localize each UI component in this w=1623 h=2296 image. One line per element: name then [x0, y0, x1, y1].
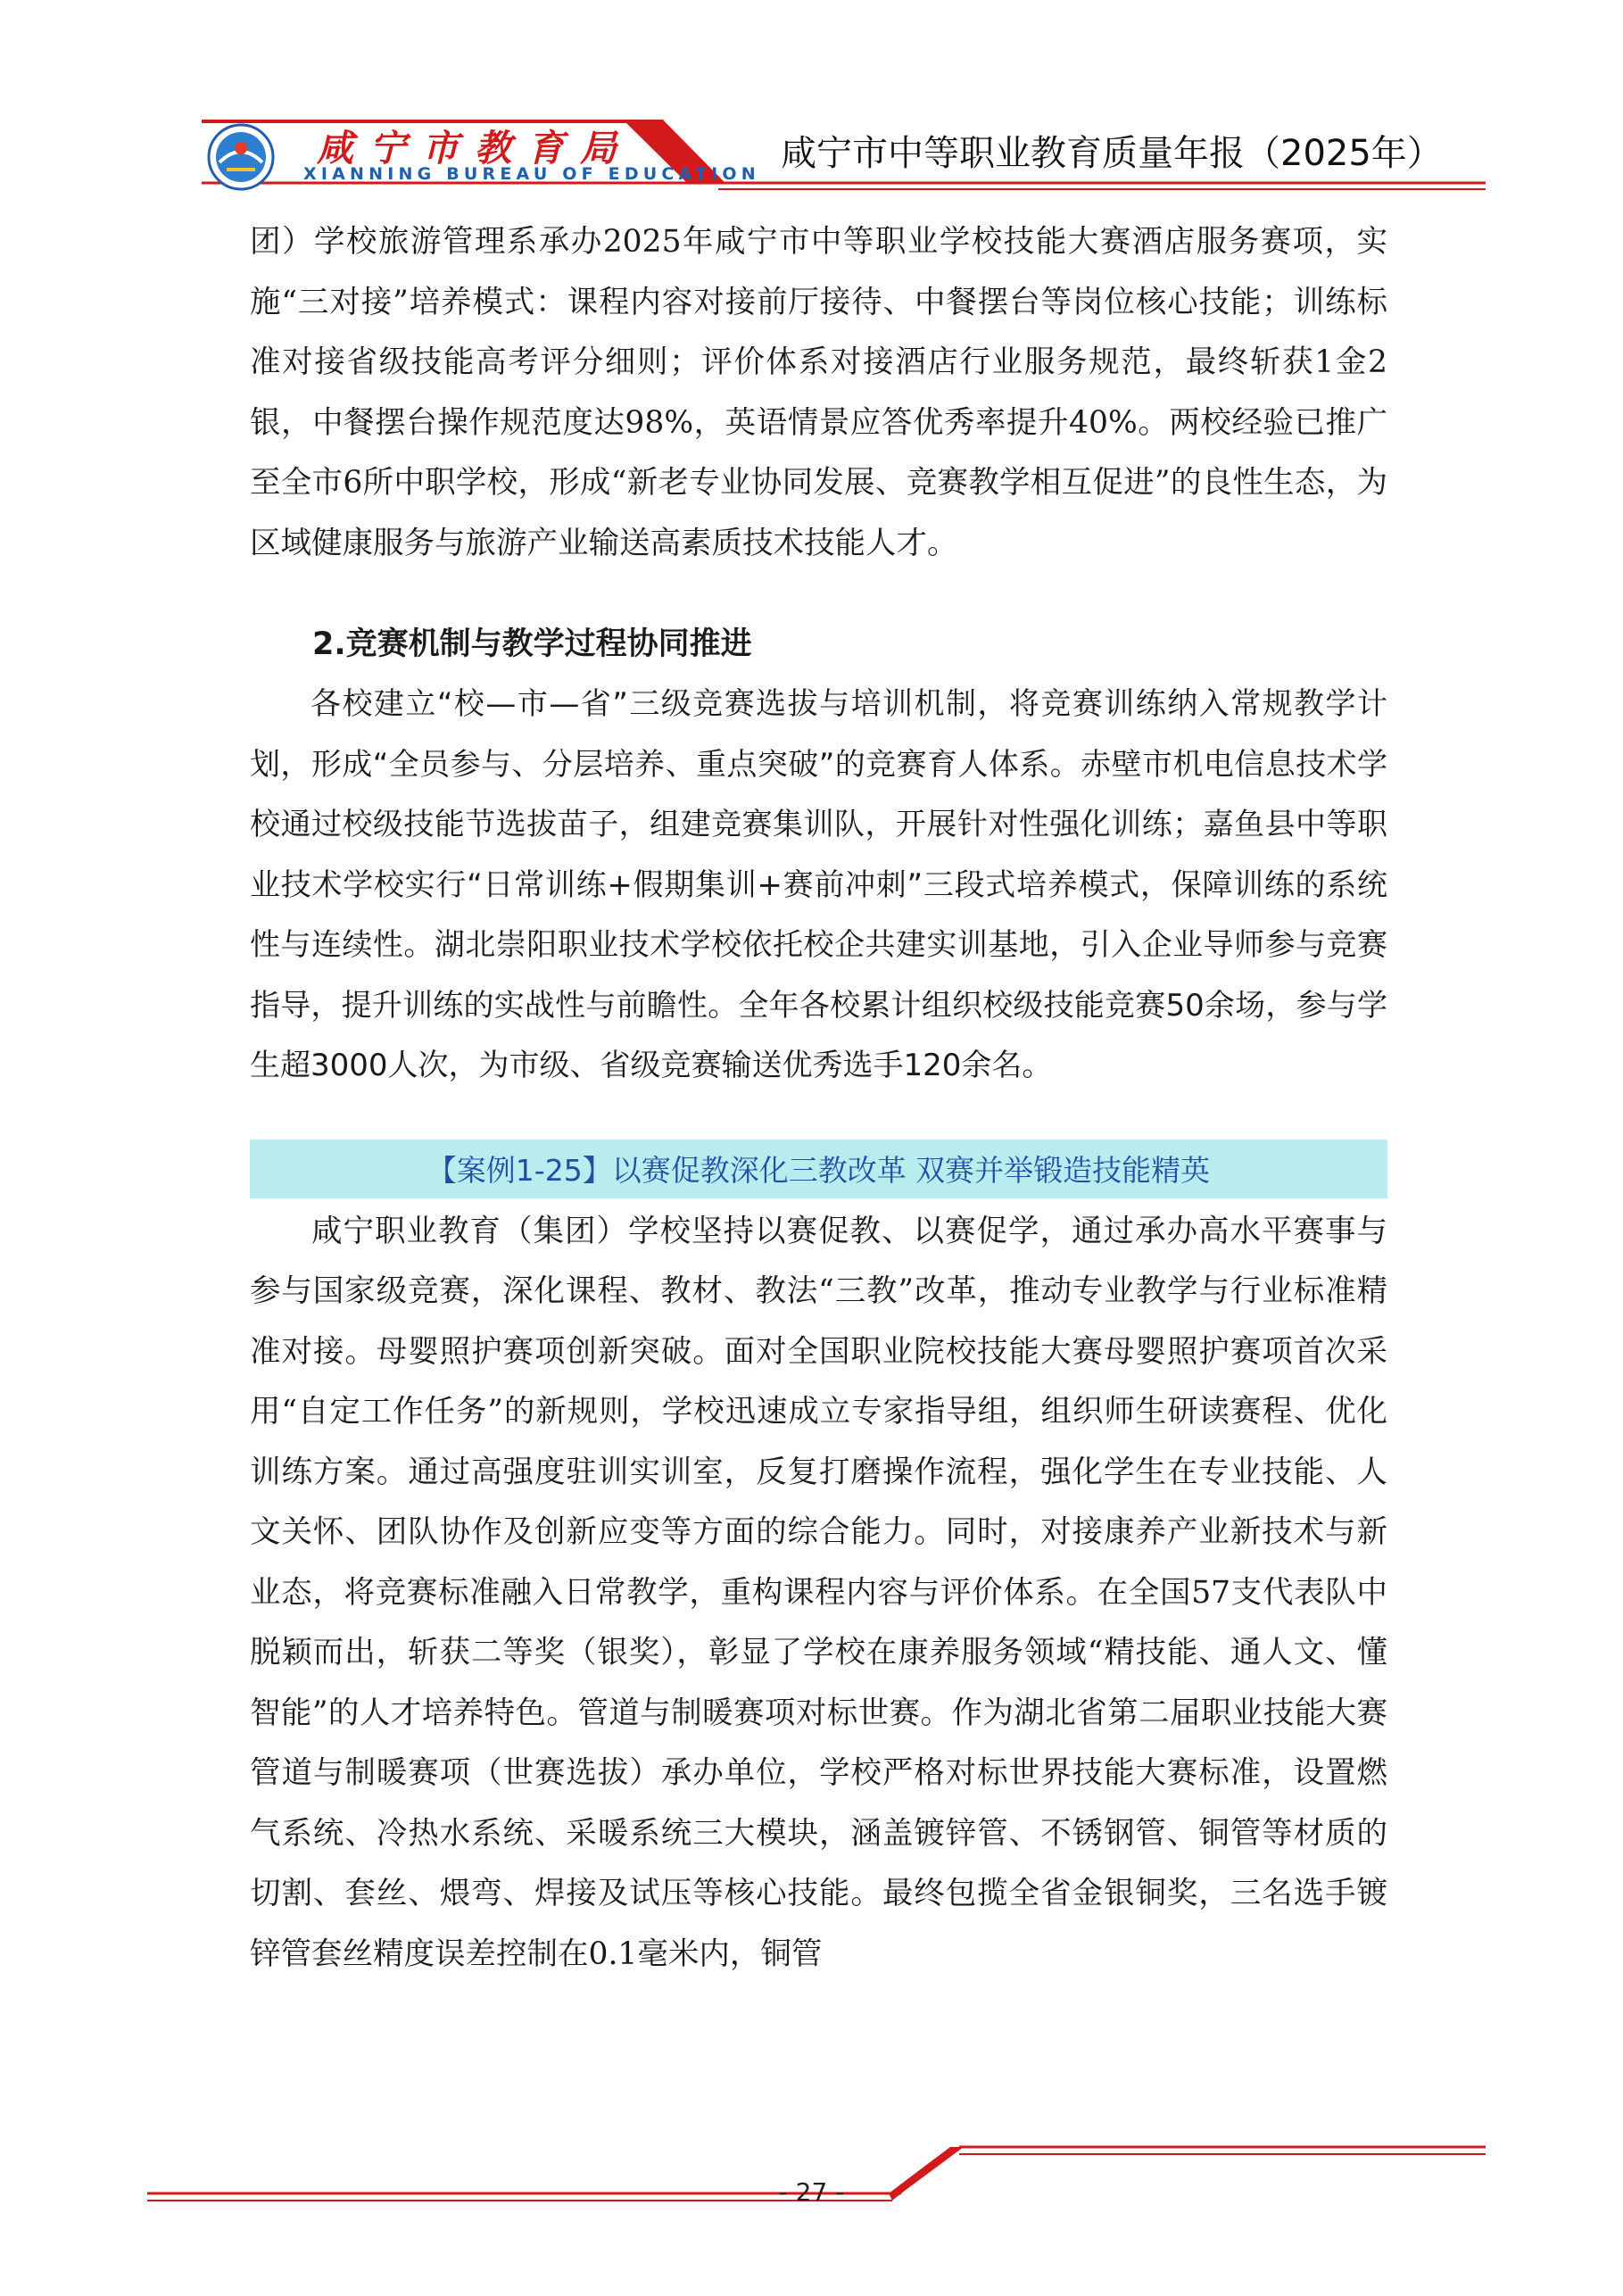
intro-paragraph: 团）学校旅游管理系承办2025年咸宁市中等职业学校技能大赛酒店服务赛项，实施“三对接”培养模式：课程内容对接前厅接待、中餐摆台等岗位核心技能；训练标准对接省级技能高考评分细则；评价体系对接酒店行业服务规范，最终斩获1金2银，中餐摆台操作规范度达98%，英语情景应答优秀率提升40%。两校经验已推广至全市6所中职学校，形成“新老专业协同发展、竞赛教学相互促进”的良性生态，为区域健康服务与旅游产业输送高素质技术技能人才。 — [250, 224, 1387, 561]
section-paragraph: 各校建立“校—市—省”三级竞赛选拔与培训机制，将竞赛训练纳入常规教学计划，形成“全员参与、分层培养、重点突破”的竞赛育人体系。赤壁市机电信息技术学校通过校级技能节选拔苗子，组建竞赛集训队，开展针对性强化训练；嘉鱼县中等职业技术学校实行“日常训练+假期集训+赛前冲刺”三段式培养模式，保障训练的系统性与连续性。湖北崇阳职业技术学校依托校企共建实训基地，引入企业导师参与竞赛指导，提升训练的实战性与前瞻性。全年各校累计组织校级技能竞赛50余场，参与学生超3000人次，为市级、省级竞赛输送优秀选手120余名。 — [250, 686, 1387, 1083]
report-title: 咸宁市中等职业教育质量年报（2025年） — [781, 133, 1443, 174]
page-content — [250, 212, 1387, 1985]
org-name-en: XIANNING BUREAU OF EDUCATION — [303, 164, 760, 184]
org-name-cn: 咸宁市教育局 — [317, 127, 633, 170]
education-bureau-logo — [207, 123, 275, 191]
page-header — [0, 0, 1623, 205]
case-title-box — [250, 1140, 1387, 1198]
page-number: - 27 - — [778, 2177, 845, 2207]
case-paragraph: 咸宁职业教育（集团）学校坚持以赛促教、以赛促学，通过承办高水平赛事与参与国家级竞赛，深化课程、教材、教法“三教”改革，推动专业教学与行业标准精准对接。母婴照护赛项创新突破。面对全国职业院校技能大赛母婴照护赛项首次采用“自定工作任务”的新规则，学校迅速成立专家指导组，组织师生研读赛程、优化训练方案。通过高强度驻训实训室，反复打磨操作流程，强化学生在专业技能、人文关怀、团队协作及创新应变等方面的综合能力。同时，对接康养产业新技术与新业态，将竞赛标准融入日常教学，重构课程内容与评价体系。在全国57支代表队中脱颖而出，斩获二等奖（银奖），彰显了学校在康养服务领域“精技能、通人文、懂智能”的人才培养特色。管道与制暖赛项对标世赛。作为湖北省第二届职业技能大赛管道与制暖赛项（世赛选拔）承办单位，学校严格对标世界技能大赛标准，设置燃气系统、冷热水系统、采暖系统三大模块，涵盖镀锌管、不锈钢管、铜管等材质的切割、套丝、煨弯、焊接及试压等核心技能。最终包揽全省金银铜奖，三名选手镀锌管套丝精度误差控制在0.1毫米内，铜管 — [250, 1213, 1387, 1972]
section-title: 2.竞赛机制与教学过程协同推进 — [312, 626, 752, 662]
case-title: 【案例1-25】以赛促教深化三教改革 双赛并举锻造技能精英 — [426, 1153, 1211, 1188]
